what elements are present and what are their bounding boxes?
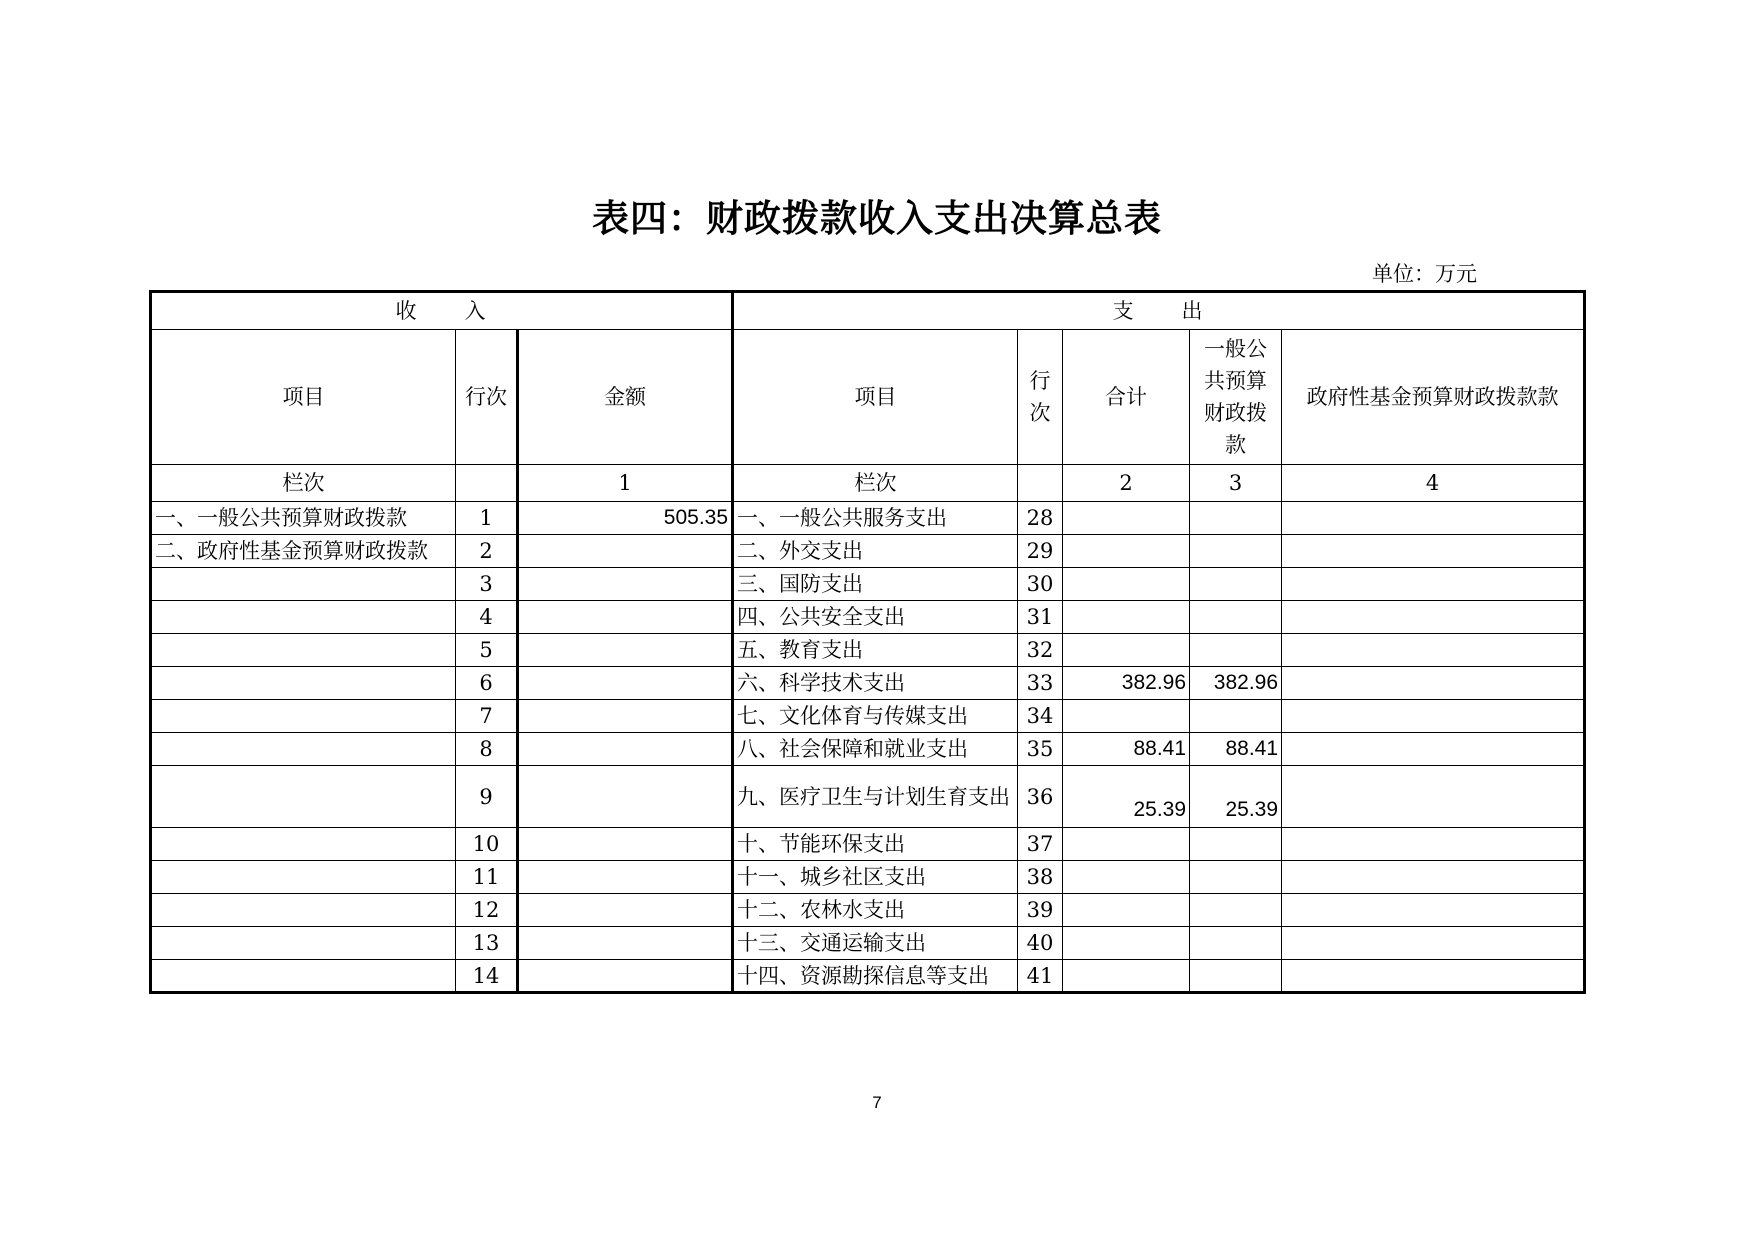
fund-budget-cell xyxy=(1282,927,1585,960)
expense-item-cell: 十三、交通运输支出 xyxy=(733,927,1018,960)
general-budget-cell: 382.96 xyxy=(1190,667,1282,700)
income-item-cell xyxy=(151,894,456,927)
income-item-cell xyxy=(151,828,456,861)
income-section-header: 收 入 xyxy=(151,292,733,330)
total-cell xyxy=(1063,601,1190,634)
expense-row-cell: 39 xyxy=(1018,894,1063,927)
income-row-cell: 13 xyxy=(456,927,518,960)
expense-item-cell: 八、社会保障和就业支出 xyxy=(733,733,1018,766)
income-row-cell: 9 xyxy=(456,766,518,828)
total-cell xyxy=(1063,861,1190,894)
expense-row-cell: 37 xyxy=(1018,828,1063,861)
total-cell: 25.39 xyxy=(1063,766,1190,828)
expense-item-cell: 十、节能环保支出 xyxy=(733,828,1018,861)
income-amount-cell xyxy=(518,733,733,766)
income-item-cell xyxy=(151,601,456,634)
general-budget-cell xyxy=(1190,568,1282,601)
income-item-cell: 二、政府性基金预算财政拨款 xyxy=(151,535,456,568)
income-amount-cell xyxy=(518,634,733,667)
general-budget-cell xyxy=(1190,601,1282,634)
fund-budget-cell xyxy=(1282,960,1585,993)
expense-row-cell: 29 xyxy=(1018,535,1063,568)
income-amount-cell xyxy=(518,667,733,700)
income-row-cell: 14 xyxy=(456,960,518,993)
table-row xyxy=(151,733,1585,766)
expense-item-cell: 十一、城乡社区支出 xyxy=(733,861,1018,894)
column-index-row xyxy=(151,465,1585,502)
general-budget-cell xyxy=(1190,828,1282,861)
table-row xyxy=(151,568,1585,601)
page-title: 表四：财政拨款收入支出决算总表 xyxy=(592,196,1162,240)
expense-row-cell: 33 xyxy=(1018,667,1063,700)
fund-index: 4 xyxy=(1282,465,1585,502)
expense-row-cell: 35 xyxy=(1018,733,1063,766)
total-cell xyxy=(1063,927,1190,960)
table-row xyxy=(151,634,1585,667)
income-item-cell xyxy=(151,700,456,733)
fund-budget-cell xyxy=(1282,502,1585,535)
income-row-cell: 6 xyxy=(456,667,518,700)
income-row-cell: 2 xyxy=(456,535,518,568)
income-row-cell: 11 xyxy=(456,861,518,894)
expense-row-cell: 36 xyxy=(1018,766,1063,828)
income-item-cell xyxy=(151,927,456,960)
income-amount-cell xyxy=(518,927,733,960)
total-cell xyxy=(1063,502,1190,535)
income-amount-header: 金额 xyxy=(518,330,733,465)
expense-item-cell: 十四、资源勘探信息等支出 xyxy=(733,960,1018,993)
table-row xyxy=(151,894,1585,927)
column-header-row xyxy=(151,330,1585,465)
general-budget-header: 一般公共预算财政拨款 xyxy=(1190,330,1282,465)
income-amount-index: 1 xyxy=(518,465,733,502)
table-row xyxy=(151,601,1585,634)
income-amount-cell xyxy=(518,861,733,894)
income-row-cell: 10 xyxy=(456,828,518,861)
table-row xyxy=(151,700,1585,733)
income-item-cell xyxy=(151,861,456,894)
table-row xyxy=(151,861,1585,894)
general-budget-cell xyxy=(1190,894,1282,927)
fund-budget-cell xyxy=(1282,894,1585,927)
total-cell xyxy=(1063,634,1190,667)
expense-item-cell: 五、教育支出 xyxy=(733,634,1018,667)
table-row xyxy=(151,927,1585,960)
expense-index-label: 栏次 xyxy=(733,465,1018,502)
expense-item-cell: 六、科学技术支出 xyxy=(733,667,1018,700)
table-row xyxy=(151,828,1585,861)
general-budget-cell xyxy=(1190,927,1282,960)
total-cell xyxy=(1063,960,1190,993)
income-row-cell: 1 xyxy=(456,502,518,535)
expense-row-cell: 40 xyxy=(1018,927,1063,960)
income-item-cell xyxy=(151,634,456,667)
expense-row-cell: 41 xyxy=(1018,960,1063,993)
table-row xyxy=(151,960,1585,993)
fund-budget-header: 政府性基金预算财政拨款款 xyxy=(1282,330,1585,465)
total-cell xyxy=(1063,535,1190,568)
general-budget-cell xyxy=(1190,960,1282,993)
income-amount-cell xyxy=(518,700,733,733)
income-amount-cell xyxy=(518,960,733,993)
income-row-header: 行次 xyxy=(456,330,518,465)
fund-budget-cell xyxy=(1282,634,1585,667)
fund-budget-cell xyxy=(1282,766,1585,828)
expense-row-cell: 32 xyxy=(1018,634,1063,667)
income-amount-cell: 505.35 xyxy=(518,502,733,535)
general-budget-cell xyxy=(1190,861,1282,894)
fund-budget-cell xyxy=(1282,601,1585,634)
section-header-row xyxy=(151,292,1585,330)
general-budget-cell xyxy=(1190,535,1282,568)
total-cell: 382.96 xyxy=(1063,667,1190,700)
expense-row-header: 行次 xyxy=(1018,330,1063,465)
fund-budget-cell xyxy=(1282,535,1585,568)
income-amount-cell xyxy=(518,568,733,601)
income-item-cell xyxy=(151,733,456,766)
table-row xyxy=(151,535,1585,568)
expense-item-cell: 十二、农林水支出 xyxy=(733,894,1018,927)
income-item-cell: 一、一般公共预算财政拨款 xyxy=(151,502,456,535)
income-row-cell: 3 xyxy=(456,568,518,601)
income-index-label: 栏次 xyxy=(151,465,456,502)
income-row-index xyxy=(456,465,518,502)
expense-row-cell: 28 xyxy=(1018,502,1063,535)
fund-budget-cell xyxy=(1282,828,1585,861)
total-cell xyxy=(1063,894,1190,927)
expense-item-cell: 二、外交支出 xyxy=(733,535,1018,568)
income-amount-cell xyxy=(518,894,733,927)
income-row-cell: 5 xyxy=(456,634,518,667)
expense-item-cell: 三、国防支出 xyxy=(733,568,1018,601)
expense-item-cell: 一、一般公共服务支出 xyxy=(733,502,1018,535)
fund-budget-cell xyxy=(1282,568,1585,601)
expense-row-index xyxy=(1018,465,1063,502)
income-row-cell: 8 xyxy=(456,733,518,766)
table-row xyxy=(151,766,1585,828)
fund-budget-cell xyxy=(1282,733,1585,766)
total-index: 2 xyxy=(1063,465,1190,502)
fiscal-summary-table xyxy=(149,290,1586,994)
income-row-cell: 7 xyxy=(456,700,518,733)
expense-item-cell: 四、公共安全支出 xyxy=(733,601,1018,634)
expense-row-cell: 38 xyxy=(1018,861,1063,894)
total-header: 合计 xyxy=(1063,330,1190,465)
table-row xyxy=(151,502,1585,535)
total-cell xyxy=(1063,700,1190,733)
expense-item-cell: 七、文化体育与传媒支出 xyxy=(733,700,1018,733)
income-row-cell: 12 xyxy=(456,894,518,927)
total-cell xyxy=(1063,828,1190,861)
fund-budget-cell xyxy=(1282,700,1585,733)
general-budget-cell: 25.39 xyxy=(1190,766,1282,828)
income-amount-cell xyxy=(518,535,733,568)
total-cell xyxy=(1063,568,1190,601)
general-budget-cell xyxy=(1190,634,1282,667)
general-index: 3 xyxy=(1190,465,1282,502)
unit-label: 单位：万元 xyxy=(1372,262,1477,286)
general-budget-cell xyxy=(1190,700,1282,733)
page-number: 7 xyxy=(872,1093,882,1112)
expense-item-header: 项目 xyxy=(733,330,1018,465)
table-row xyxy=(151,667,1585,700)
income-amount-cell xyxy=(518,828,733,861)
general-budget-cell xyxy=(1190,502,1282,535)
income-item-cell xyxy=(151,568,456,601)
income-item-cell xyxy=(151,667,456,700)
income-amount-cell xyxy=(518,601,733,634)
expense-section-header: 支 出 xyxy=(733,292,1585,330)
income-amount-cell xyxy=(518,766,733,828)
income-row-cell: 4 xyxy=(456,601,518,634)
total-cell: 88.41 xyxy=(1063,733,1190,766)
income-item-cell xyxy=(151,960,456,993)
expense-row-cell: 31 xyxy=(1018,601,1063,634)
expense-row-cell: 34 xyxy=(1018,700,1063,733)
fund-budget-cell xyxy=(1282,667,1585,700)
income-item-header: 项目 xyxy=(151,330,456,465)
income-item-cell xyxy=(151,766,456,828)
general-budget-cell: 88.41 xyxy=(1190,733,1282,766)
expense-row-cell: 30 xyxy=(1018,568,1063,601)
expense-item-cell: 九、医疗卫生与计划生育支出 xyxy=(733,766,1018,828)
fund-budget-cell xyxy=(1282,861,1585,894)
